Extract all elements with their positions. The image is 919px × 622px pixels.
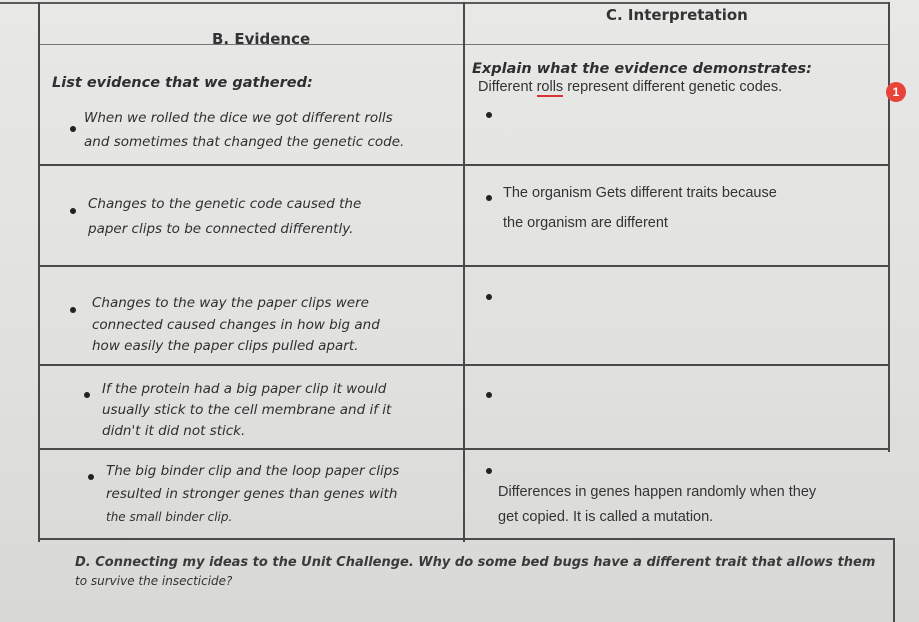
interp-suffix: represent different genetic codes. <box>563 79 783 95</box>
evidence-bullet-1 <box>70 126 76 132</box>
section-d-prompt-line-1: D. Connecting my ideas to the Unit Challenge. Why do some bed bugs have a different trait that allows them <box>75 555 876 570</box>
interpretation-5-line-1: Differences in genes happen randomly when they <box>498 484 817 500</box>
evidence-5-line-3: the small binder clip. <box>106 510 233 524</box>
evidence-header: B. Evidence <box>212 30 311 48</box>
interpretation-header: C. Interpretation <box>606 6 748 24</box>
section-d-prompt-line-2: to survive the insecticide? <box>75 574 233 588</box>
row-divider-3 <box>38 364 890 366</box>
interpretation-bullet-4 <box>486 392 492 398</box>
evidence-3-line-2: connected caused changes in how big and <box>92 317 380 333</box>
interpretation-bullet-1 <box>486 112 492 118</box>
row-divider-2 <box>38 265 890 267</box>
evidence-1-line-1: When we rolled the dice we got different rolls <box>84 110 393 126</box>
d-right-border <box>893 540 895 622</box>
evidence-5-line-2: resulted in stronger genes than genes with <box>106 486 398 502</box>
notification-badge[interactable]: 1 <box>886 82 906 102</box>
evidence-3-line-1: Changes to the way the paper clips were <box>92 295 369 311</box>
row-divider-5 <box>38 538 895 540</box>
evidence-intro: List evidence that we gathered: <box>52 75 313 91</box>
interp-underlined-word: rolls <box>536 79 564 95</box>
interp-prefix: Different <box>478 79 537 95</box>
top-border <box>0 2 890 4</box>
evidence-2-line-2: paper clips to be connected differently. <box>88 221 354 237</box>
interpretation-bullet-2 <box>486 195 492 201</box>
interpretation-intro: Explain what the evidence demonstrates: <box>472 61 812 77</box>
evidence-5-line-1: The big binder clip and the loop paper clips <box>106 463 400 479</box>
evidence-4-line-3: didn't it did not stick. <box>102 423 246 439</box>
interpretation-2-line-2: the organism are different <box>503 215 668 231</box>
evidence-bullet-3 <box>70 307 76 313</box>
evidence-1-line-2: and sometimes that changed the genetic code. <box>84 134 405 150</box>
left-border <box>38 2 40 542</box>
middle-divider <box>463 2 465 542</box>
row-divider-4 <box>38 448 890 450</box>
evidence-4-line-1: If the protein had a big paper clip it would <box>102 381 387 397</box>
interpretation-first-line <box>478 76 782 98</box>
evidence-3-line-3: how easily the paper clips pulled apart. <box>92 338 359 354</box>
row-divider-1 <box>38 164 890 166</box>
interpretation-5-line-2: get copied. It is called a mutation. <box>498 509 714 525</box>
evidence-bullet-5 <box>88 474 94 480</box>
evidence-4-line-2: usually stick to the cell membrane and if it <box>102 402 392 418</box>
interpretation-bullet-3 <box>486 294 492 300</box>
evidence-2-line-1: Changes to the genetic code caused the <box>88 196 362 212</box>
right-border <box>888 2 890 452</box>
evidence-bullet-2 <box>70 208 76 214</box>
interpretation-2-line-1: The organism Gets different traits because <box>503 185 777 201</box>
interpretation-bullet-5 <box>486 468 492 474</box>
evidence-bullet-4 <box>84 392 90 398</box>
